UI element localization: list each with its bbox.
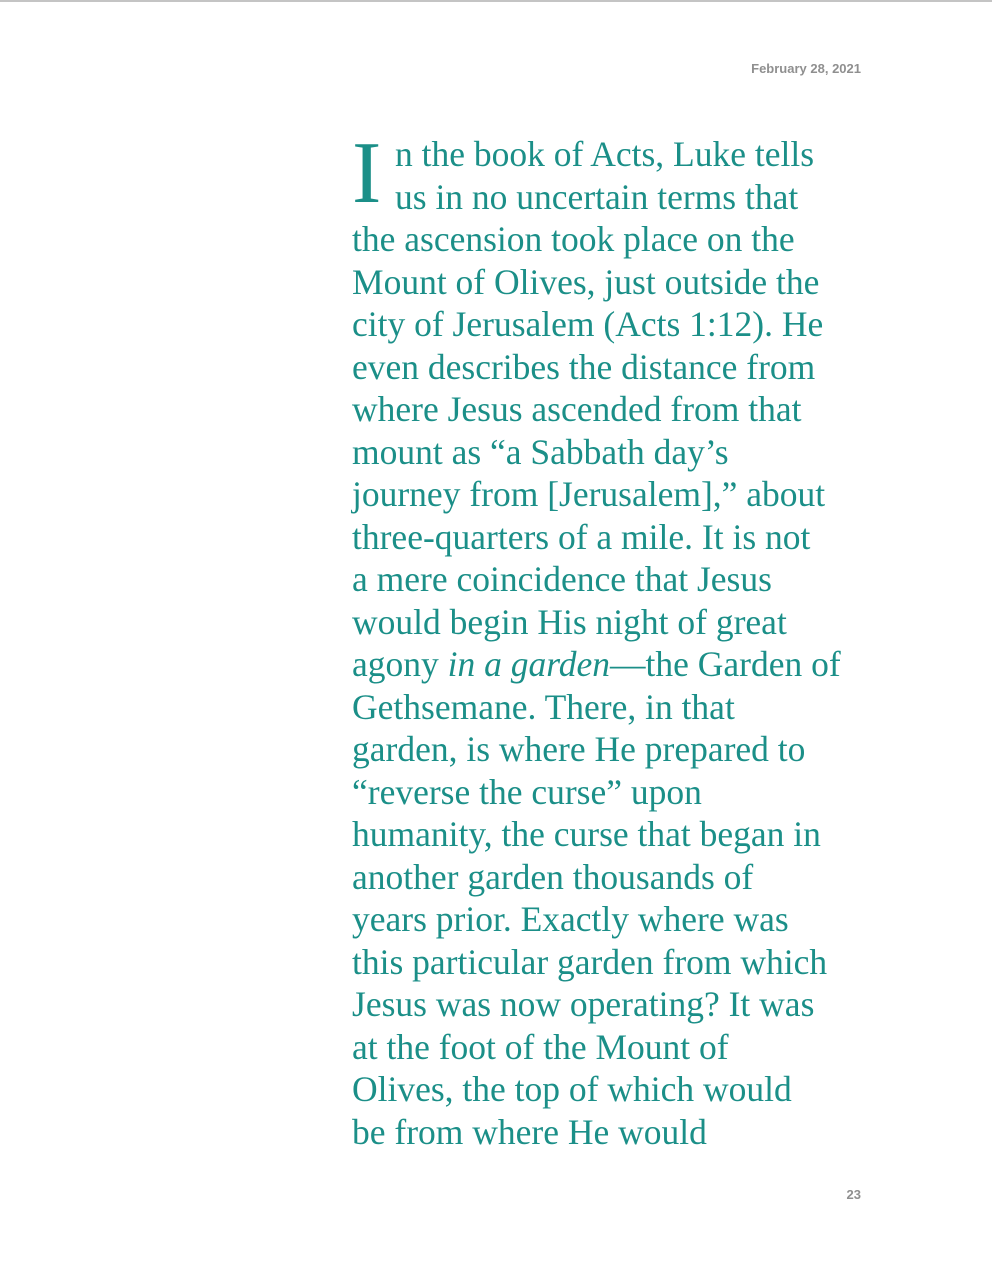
drop-cap: I (352, 125, 382, 222)
text-line: a mere coincidence that Jesus (352, 559, 772, 599)
text-segment: agony (352, 644, 448, 684)
text-line-mixed (352, 643, 872, 686)
text-line: mount as “a Sabbath day’s (352, 431, 729, 472)
text-line: this particular garden from which (352, 941, 828, 982)
text-line: the ascension took place on the (352, 219, 795, 259)
text-line: three-quarters of a mile. It is not (352, 516, 811, 557)
page-date: February 28, 2021 (751, 61, 861, 76)
text-line: “reverse the curse” upon (352, 771, 702, 812)
text-line: Gethsemane. There, in that (352, 686, 735, 727)
opening-paragraph-start (352, 125, 872, 222)
text-segment: —the Garden of (610, 644, 841, 684)
text-line: humanity, the curse that began in (352, 814, 821, 854)
text-line: us in no uncertain terms that (395, 176, 799, 217)
text-line: would begin His night of great (352, 601, 787, 642)
text-line: at the foot of the Mount of (352, 1026, 729, 1067)
text-line: years prior. Exactly where was (352, 899, 789, 939)
text-line: another garden thousands of (352, 856, 754, 897)
text-line: Jesus was now operating? It was (352, 984, 815, 1024)
text-line: city of Jerusalem (Acts 1:12). He (352, 304, 824, 344)
text-line: Mount of Olives, just outside the (352, 261, 820, 302)
text-line: journey from [Jerusalem],” about (352, 474, 826, 514)
top-divider (0, 0, 992, 2)
text-line: n the book of Acts, Luke tells (395, 134, 815, 174)
article-body (352, 125, 872, 1153)
text-line: garden, is where He prepared to (352, 729, 806, 769)
text-line: even describes the distance from (352, 346, 816, 387)
text-line: where Jesus ascended from that (352, 389, 802, 429)
text-line: be from where He would (352, 1111, 707, 1152)
text-line: Olives, the top of which would (352, 1069, 792, 1109)
italic-emphasis: in a garden (447, 644, 611, 684)
page-number: 23 (846, 1187, 861, 1202)
